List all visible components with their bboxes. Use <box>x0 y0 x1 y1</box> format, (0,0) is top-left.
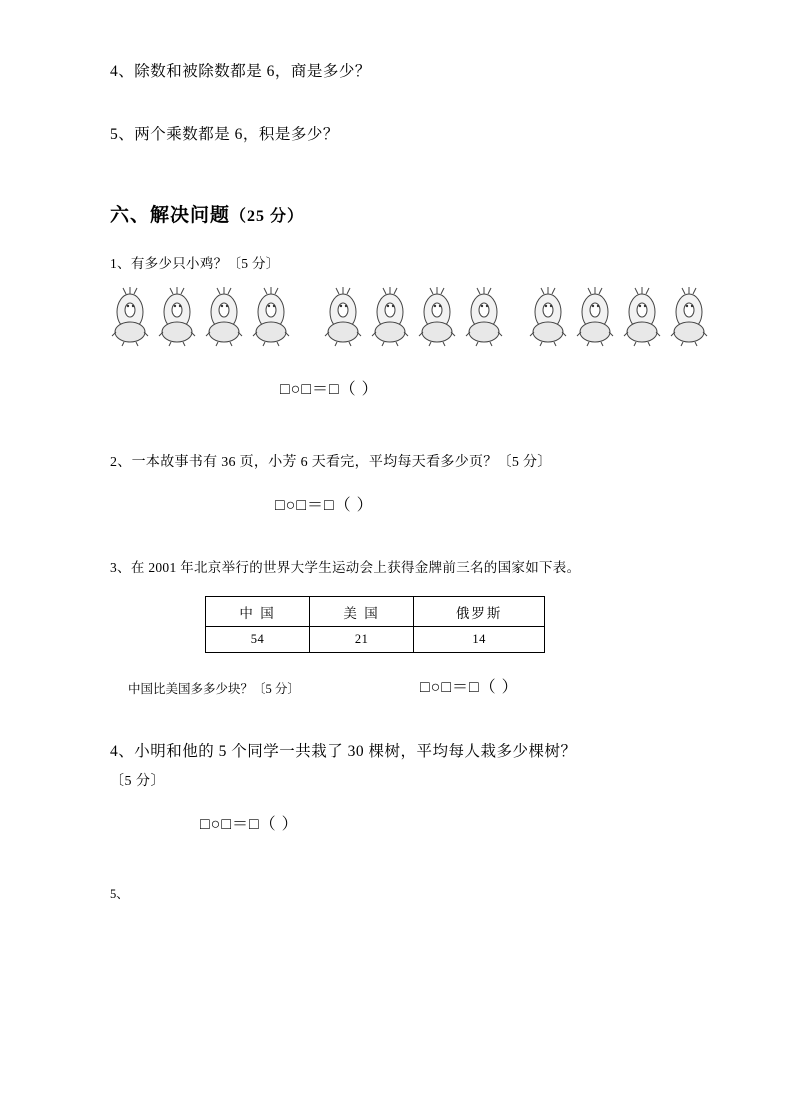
chick-icon <box>251 286 291 348</box>
table-cell: 54 <box>206 627 310 653</box>
section-marks: （25 分） <box>230 207 305 225</box>
problem-4-question: 4、小明和他的 5 个同学一共栽了 30 棵树，平均每人栽多少棵树？ <box>110 743 577 761</box>
section-title: 六、解决问题 <box>110 204 231 226</box>
question-4: 4、除数和被除数都是 6，商是多少？ <box>110 63 371 80</box>
problem-4-marks: 〔5 分〕 <box>110 773 165 789</box>
problem-2-answer-blank[interactable]: □○□＝□（ ） <box>275 497 374 515</box>
problem-3-sub <box>110 679 679 699</box>
problem-3-answer-blank[interactable]: □○□＝□（ ） <box>420 679 519 697</box>
problem-3-text: 3、在 2001 年北京举行的世界大学生运动会上获得金牌前三名的国家如下表。 <box>110 560 581 576</box>
medals-table <box>205 596 545 653</box>
chick-icon <box>157 286 197 348</box>
table-header-cell: 俄罗斯 <box>414 597 545 627</box>
chick-icon <box>528 286 568 348</box>
chick-icon <box>622 286 662 348</box>
problem-1-text: 1、有多少只小鸡？〔5 分〕 <box>110 255 280 271</box>
table-row <box>206 627 545 653</box>
table-header-cell: 美 国 <box>310 597 414 627</box>
problem-4-text <box>110 739 679 793</box>
problem-3-subtext: 中国比美国多多少块？〔5 分〕 <box>128 682 300 697</box>
chick-icon <box>575 286 615 348</box>
table-row <box>206 597 545 627</box>
problem-5-text: 5、 <box>110 887 129 902</box>
problem-2-text: 2、一本故事书有 36 页，小芳 6 天看完，平均每天看多少页？〔5 分〕 <box>110 454 552 470</box>
chick-icon <box>204 286 244 348</box>
chick-icon <box>110 286 150 348</box>
chick-icon <box>323 286 363 348</box>
problem-1-answer-blank[interactable]: □○□＝□（ ） <box>280 380 379 398</box>
table-cell: 14 <box>414 627 545 653</box>
chick-illustration-row <box>110 286 679 358</box>
problem-4-answer-blank[interactable]: □○□＝□（ ） <box>200 816 299 834</box>
question-5: 5、两个乘数都是 6，积是多少？ <box>110 125 339 143</box>
chick-icon <box>417 286 457 348</box>
table-header-cell: 中 国 <box>206 597 310 627</box>
chick-icon <box>370 286 410 348</box>
table-cell: 21 <box>310 627 414 653</box>
section-heading <box>110 200 679 227</box>
chick-icon <box>669 286 709 348</box>
chick-icon <box>464 286 504 348</box>
